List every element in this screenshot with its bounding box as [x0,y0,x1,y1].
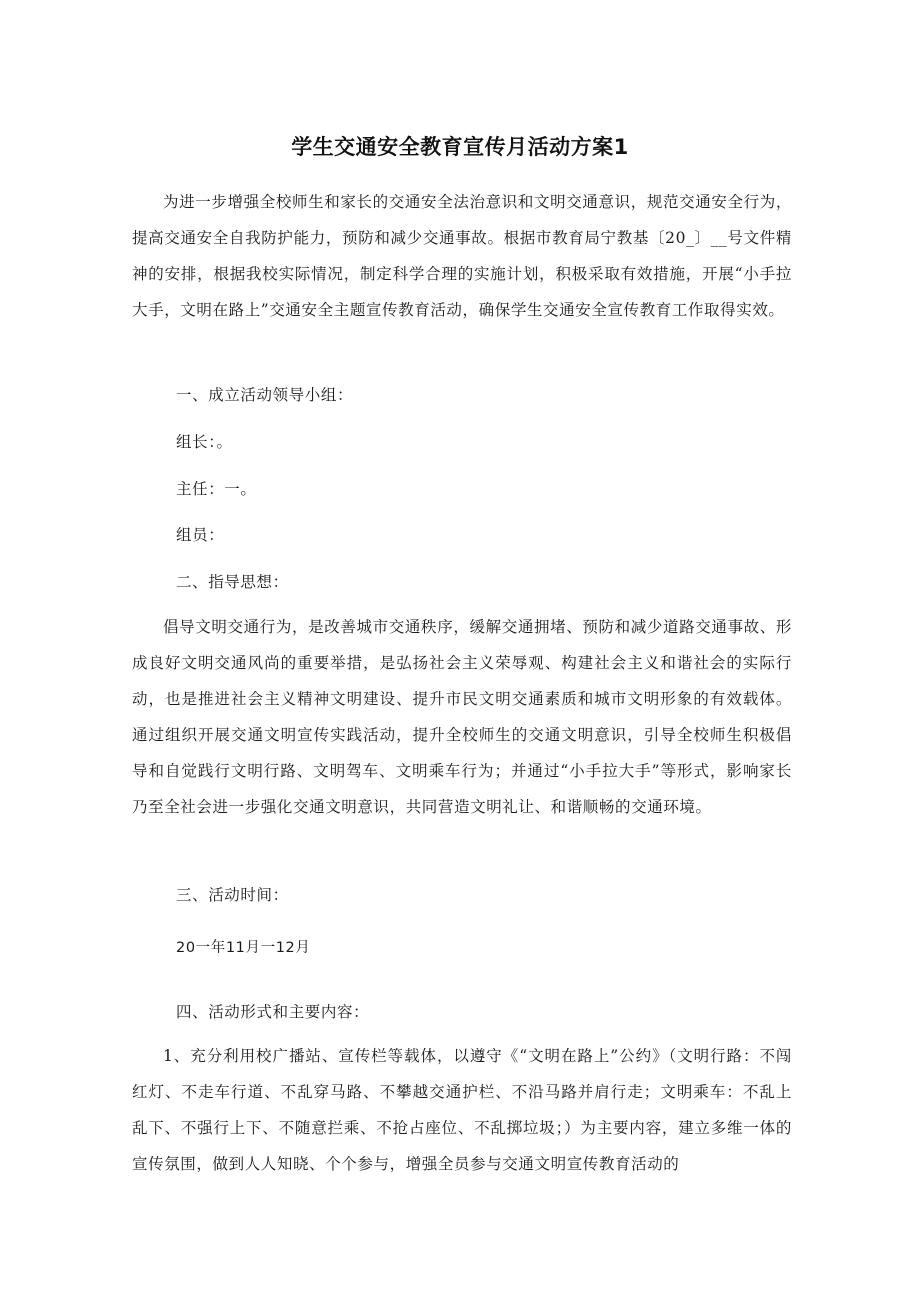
section-heading-time: 三、活动时间： [176,886,289,904]
activity-time-line: 20一年11月一12月 [176,940,311,956]
section-heading-content: 四、活动形式和主要内容： [176,1003,370,1021]
members-line: 组员： [176,526,225,544]
document-title: 学生交通安全教育宣传月活动方案1 [291,135,629,159]
intro-paragraph: 为进一步增强全校师生和家长的交通安全法治意识和文明交通意识，规范交通安全行为，提高交通安全自我防护能力，预防和减少交通事故。根据市教育局宁教基〔20_〕__号文件精神的安排，根据我校实际情况，制定科学合理的实施计划，积极采取有效措施，开展“小手拉大手，文明在路上”交通安全主题宣传教育活动，确保学生交通安全宣传教育工作取得实效。 [132,193,792,319]
guiding-paragraph: 倡导文明交通行为，是改善城市交通秩序，缓解交通拥堵、预防和减少道路交通事故、形成良好文明交通风尚的重要举措，是弘扬社会主义荣辱观、构建社会主义和谐社会的实际行动，也是推进社会主义精神文明建设、提升市民文明交通素质和城市文明形象的有效载体。通过组织开展交通文明宣传实践活动，提升全校师生的交通文明意识，引导全校师生积极倡导和自觉践行文明行路、文明驾车、文明乘车行为；并通过“小手拉大手”等形式，影响家长乃至全社会进一步强化交通文明意识，共同营造文明礼让、和谐顺畅的交通环境。 [132,618,792,816]
section-heading-guiding: 二、指导思想： [176,573,289,591]
section-heading-leadership: 一、成立活动领导小组： [176,386,354,404]
leader-line: 组长：。 [176,433,233,451]
content-item-1-paragraph: 1、充分利用校广播站、宣传栏等载体，以遵守《“文明在路上”公约》（文明行路：不闯红灯、不走车行道、不乱穿马路、不攀越交通护栏、不沿马路并肩行走；文明乘车：不乱上乱下、不强行上下、不随意拦乘、不抢占座位、不乱掷垃圾；）为主要内容，建立多维一体的宣传氛围，做到人人知晓、个个参与，增强全员参与交通文明宣传教育活动的 [132,1047,792,1173]
director-line: 主任：一。 [176,480,257,498]
